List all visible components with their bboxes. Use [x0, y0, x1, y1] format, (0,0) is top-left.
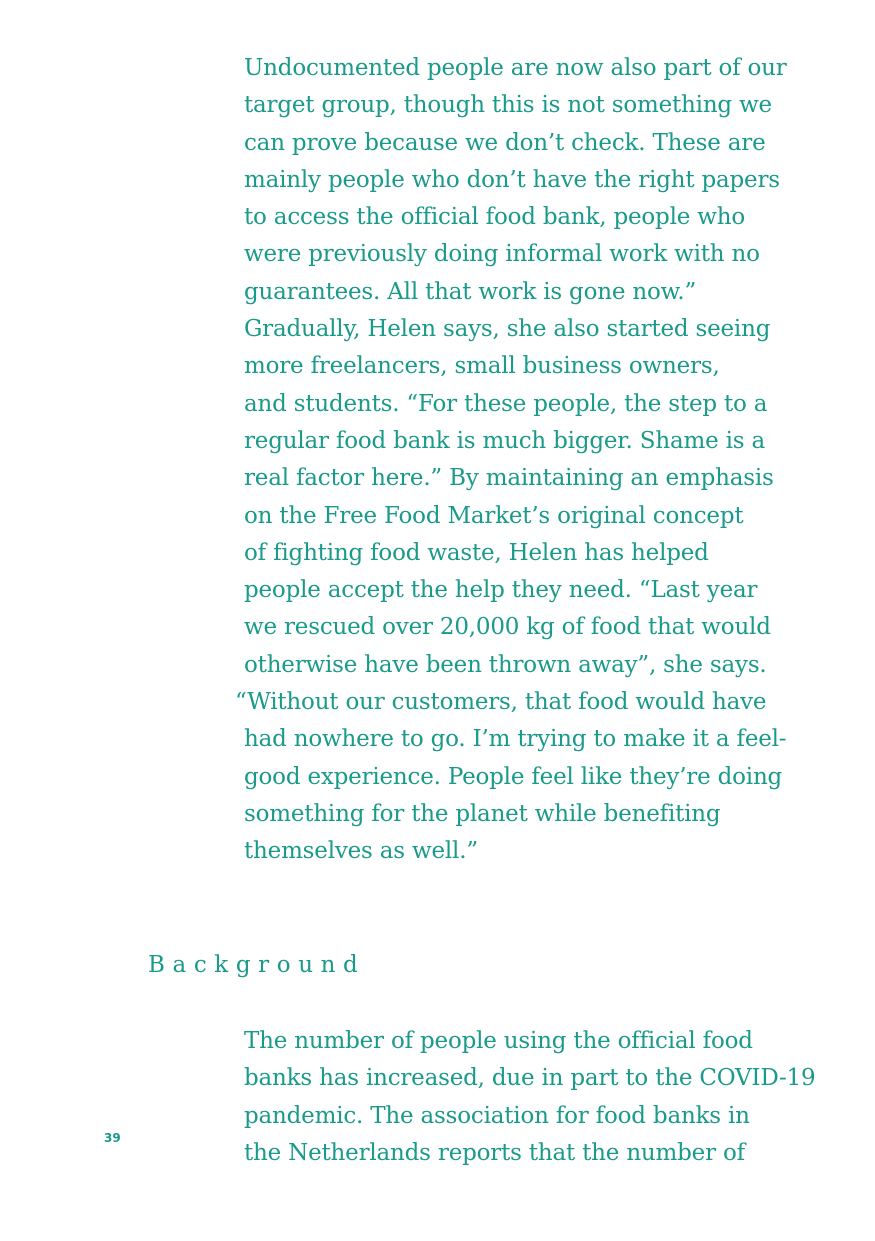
text-line: of fighting food waste, Helen has helped	[244, 539, 709, 566]
text-line: on the Free Food Market’s original concept	[244, 502, 744, 529]
section-heading-background: Background	[148, 952, 366, 978]
text-line: otherwise have been thrown away”, she says.	[244, 651, 767, 678]
text-line: The number of people using the official food	[244, 1028, 753, 1054]
text-line: “Without our customers, that food would have	[235, 689, 767, 716]
background-paragraph	[244, 1023, 844, 1172]
text-line: had nowhere to go. I’m trying to make it a feel-	[244, 726, 787, 753]
text-line: good experience. People feel like they’re doing	[244, 763, 783, 790]
text-line: themselves as well.”	[244, 838, 478, 865]
text-line: target group, though this is not something we	[244, 92, 772, 119]
text-line: more freelancers, small business owners,	[244, 353, 720, 380]
quote-paragraph	[235, 50, 844, 871]
text-line: Undocumented people are now also part of our	[244, 55, 787, 81]
text-line: mainly people who don’t have the right papers	[244, 166, 780, 193]
text-line: something for the planet while benefiting	[244, 800, 721, 827]
text-line: to access the official food bank, people who	[244, 204, 746, 231]
text-line: the Netherlands reports that the number of	[244, 1139, 745, 1166]
text-line: regular food bank is much bigger. Shame is a	[244, 427, 765, 454]
text-line: banks has increased, due in part to the COVID-19	[244, 1065, 816, 1092]
text-line: people accept the help they need. “Last year	[244, 577, 758, 604]
text-line: Gradually, Helen says, she also started seeing	[244, 316, 771, 343]
text-line: were previously doing informal work with no	[244, 241, 760, 268]
text-line: pandemic. The association for food banks in	[244, 1102, 750, 1129]
text-line: guarantees. All that work is gone now.”	[244, 278, 697, 305]
text-line: can prove because we don’t check. These are	[244, 129, 766, 156]
text-line: we rescued over 20,000 kg of food that would	[244, 614, 771, 641]
text-line: and students. “For these people, the step to a	[244, 390, 768, 417]
page-number: 39	[104, 1131, 121, 1145]
text-line: real factor here.” By maintaining an emphasis	[244, 465, 774, 492]
